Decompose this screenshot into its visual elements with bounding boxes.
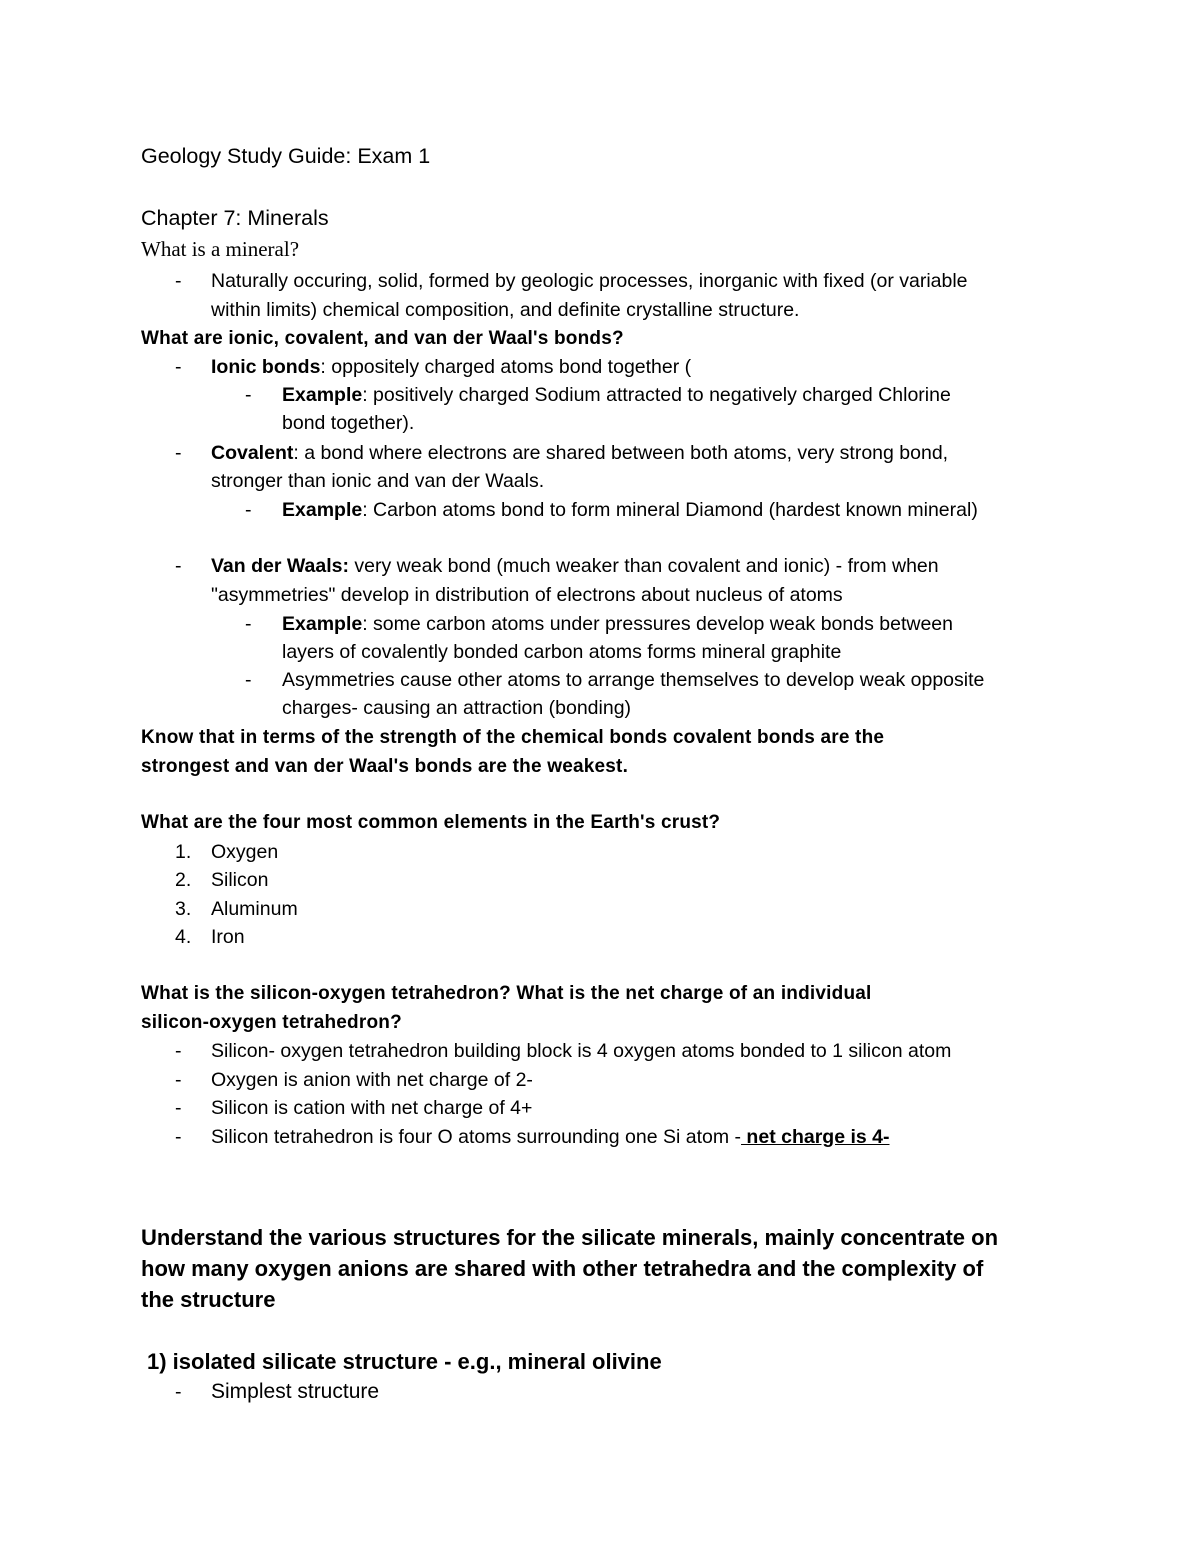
vdw-example bbox=[282, 612, 953, 636]
bullet-dash: - bbox=[245, 669, 252, 691]
question-tetrahedron-line2: silicon-oxygen tetrahedron? bbox=[141, 1012, 402, 1033]
ionic-bonds-item bbox=[211, 355, 691, 379]
element-num: 1. bbox=[175, 841, 192, 863]
ionic-text: : oppositely charged atoms bond together ( bbox=[320, 356, 692, 378]
document-title: Geology Study Guide: Exam 1 bbox=[141, 144, 431, 168]
covalent-item bbox=[211, 441, 948, 465]
covalent-example bbox=[282, 498, 978, 522]
element-name: Silicon bbox=[211, 869, 269, 891]
bullet-dash: - bbox=[175, 270, 182, 292]
bullet-dash: - bbox=[175, 1381, 182, 1403]
ionic-example bbox=[282, 383, 951, 407]
covalent-cont: stronger than ionic and van der Waals. bbox=[211, 470, 545, 492]
question-mineral: What is a mineral? bbox=[141, 237, 300, 261]
tetra-item: Silicon is cation with net charge of 4+ bbox=[211, 1097, 533, 1119]
vdw-label: Van der Waals: bbox=[211, 555, 349, 577]
vdw-cont: "asymmetries" develop in distribution of electrons about nucleus of atoms bbox=[211, 584, 843, 606]
mineral-definition-line1: Naturally occuring, solid, formed by geologic processes, inorganic with fixed (or variable bbox=[211, 270, 968, 292]
vdw-asymmetries-line1: Asymmetries cause other atoms to arrange themselves to develop weak opposite bbox=[282, 669, 985, 691]
vdw-example-text: : some carbon atoms under pressures develop weak bonds between bbox=[362, 613, 953, 635]
tetra-item-net-charge bbox=[211, 1125, 889, 1149]
tetra-item: Silicon- oxygen tetrahedron building block is 4 oxygen atoms bonded to 1 silicon atom bbox=[211, 1040, 952, 1062]
vdw-item bbox=[211, 554, 939, 578]
example-label: Example bbox=[282, 384, 363, 406]
bullet-dash: - bbox=[175, 1126, 182, 1148]
bullet-dash: - bbox=[175, 356, 182, 378]
net-charge-highlight: net charge is 4- bbox=[741, 1126, 890, 1148]
question-bonds: What are ionic, covalent, and van der Waal's bonds? bbox=[141, 328, 624, 349]
covalent-example-text: : Carbon atoms bond to form mineral Diamond (hardest known mineral) bbox=[362, 499, 978, 521]
isolated-structure-heading: 1) isolated silicate structure - e.g., mineral olivine bbox=[147, 1349, 662, 1374]
chapter-heading: Chapter 7: Minerals bbox=[141, 206, 329, 230]
covalent-label: Covalent bbox=[211, 442, 294, 464]
understand-line2: how many oxygen anions are shared with other tetrahedra and the complexity of bbox=[141, 1256, 984, 1281]
element-num: 3. bbox=[175, 898, 192, 920]
vdw-asymmetries-line2: charges- causing an attraction (bonding) bbox=[282, 697, 632, 719]
understand-line3: the structure bbox=[141, 1287, 276, 1312]
tetra-item-text: Silicon tetrahedron is four O atoms surrounding one Si atom - bbox=[211, 1126, 742, 1148]
know-line1: Know that in terms of the strength of the chemical bonds covalent bonds are the bbox=[141, 727, 885, 748]
isolated-item: Simplest structure bbox=[211, 1380, 380, 1403]
bullet-dash: - bbox=[175, 1040, 182, 1062]
ionic-label: Ionic bonds bbox=[211, 356, 321, 378]
element-num: 4. bbox=[175, 926, 192, 948]
example-label: Example bbox=[282, 499, 363, 521]
bullet-dash: - bbox=[175, 442, 182, 464]
element-name: Aluminum bbox=[211, 898, 298, 920]
ionic-example-cont: bond together). bbox=[282, 412, 415, 434]
ionic-example-text: : positively charged Sodium attracted to negatively charged Chlorine bbox=[362, 384, 951, 406]
bullet-dash: - bbox=[245, 384, 252, 406]
understand-line1: Understand the various structures for the silicate minerals, mainly concentrate on bbox=[141, 1225, 999, 1250]
bullet-dash: - bbox=[175, 1097, 182, 1119]
question-elements: What are the four most common elements in the Earth's crust? bbox=[141, 812, 721, 833]
element-num: 2. bbox=[175, 869, 192, 891]
mineral-definition-line2: within limits) chemical composition, and definite crystalline structure. bbox=[211, 299, 800, 321]
covalent-text: : a bond where electrons are shared between both atoms, very strong bond, bbox=[293, 442, 949, 464]
vdw-example-cont: layers of covalently bonded carbon atoms forms mineral graphite bbox=[282, 641, 842, 663]
know-line2: strongest and van der Waal's bonds are the weakest. bbox=[141, 756, 629, 777]
bullet-dash: - bbox=[245, 499, 252, 521]
example-label: Example bbox=[282, 613, 363, 635]
vdw-text: very weak bond (much weaker than covalent and ionic) - from when bbox=[349, 555, 939, 577]
element-name: Oxygen bbox=[211, 841, 279, 863]
element-name: Iron bbox=[211, 926, 245, 948]
bullet-dash: - bbox=[175, 1069, 182, 1091]
tetra-item: Oxygen is anion with net charge of 2- bbox=[211, 1069, 533, 1091]
question-tetrahedron-line1: What is the silicon-oxygen tetrahedron? What is the net charge of an individual bbox=[141, 983, 872, 1004]
bullet-dash: - bbox=[245, 613, 252, 635]
bullet-dash: - bbox=[175, 555, 182, 577]
